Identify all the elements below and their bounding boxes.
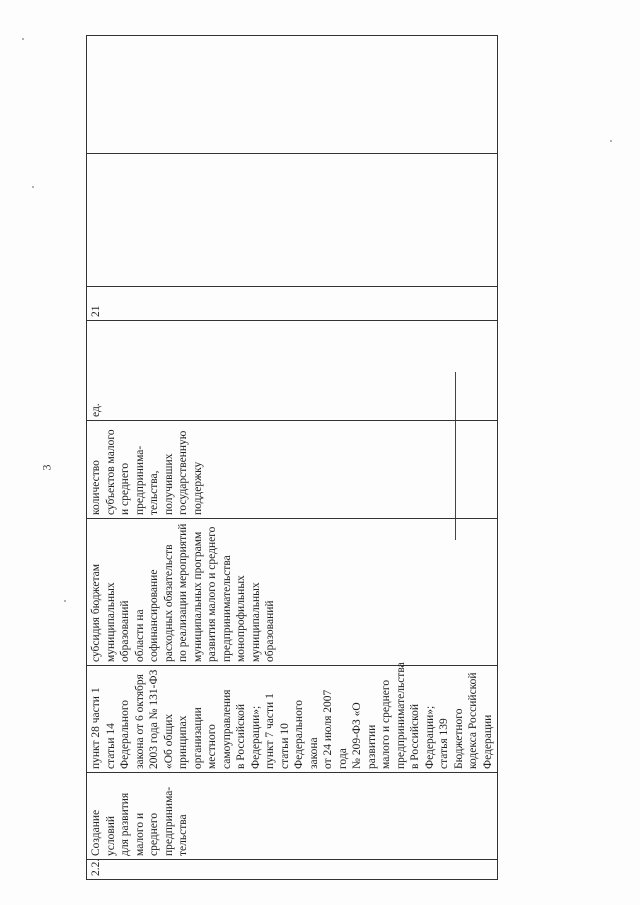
rotated-table-wrapper [86, 36, 494, 880]
activities-table [86, 35, 498, 880]
activity-text: Создание условий для развития малого и среднего предпринима- тельства [90, 786, 189, 856]
value-cell [87, 287, 498, 321]
scan-speck [610, 140, 612, 142]
unit-cell [87, 321, 498, 421]
legal-basis-cell [87, 662, 498, 773]
activity-cell [87, 773, 498, 860]
indicator-text: количество субъектов малого и среднего предпринима- тельства, получивших государственную поддержку [90, 429, 204, 515]
scan-speck [32, 186, 34, 188]
value-text: 21 [90, 305, 102, 317]
row-number-cell [87, 860, 498, 880]
support-form-text: субсидия бюджетам муниципальных образований области на софинансирование расходных обязательств по реализации мероприятий муниципальных программ развития малого и среднего предпринимательства монопрофильных муниципальных образований [90, 523, 276, 662]
indicator-cell [87, 421, 498, 519]
row-number: 2.2. [90, 858, 102, 876]
support-form-cell [87, 519, 498, 666]
unit-text: ед. [90, 403, 102, 417]
empty-cell-9 [87, 36, 498, 154]
empty-cell-8 [87, 154, 498, 287]
legal-basis-text: пункт 28 части 1 статьи 14 Федерального закона от 6 октября 2003 года № 131-ФЗ «Об общих принципах организации местного самоуправления в Российской Федерации»; пункт 7 части 1 статьи 10 Федерального закона от 24 июля 2007 года № 209-ФЗ «О развитии малого и среднего предпринимательства в Российской Федерации»; статья 139 Бюджетного кодекса Российской Федерации [90, 662, 494, 769]
table-row [87, 36, 498, 880]
scan-speck [64, 600, 66, 602]
page-number: 3 [39, 464, 54, 471]
scan-speck [22, 38, 24, 40]
